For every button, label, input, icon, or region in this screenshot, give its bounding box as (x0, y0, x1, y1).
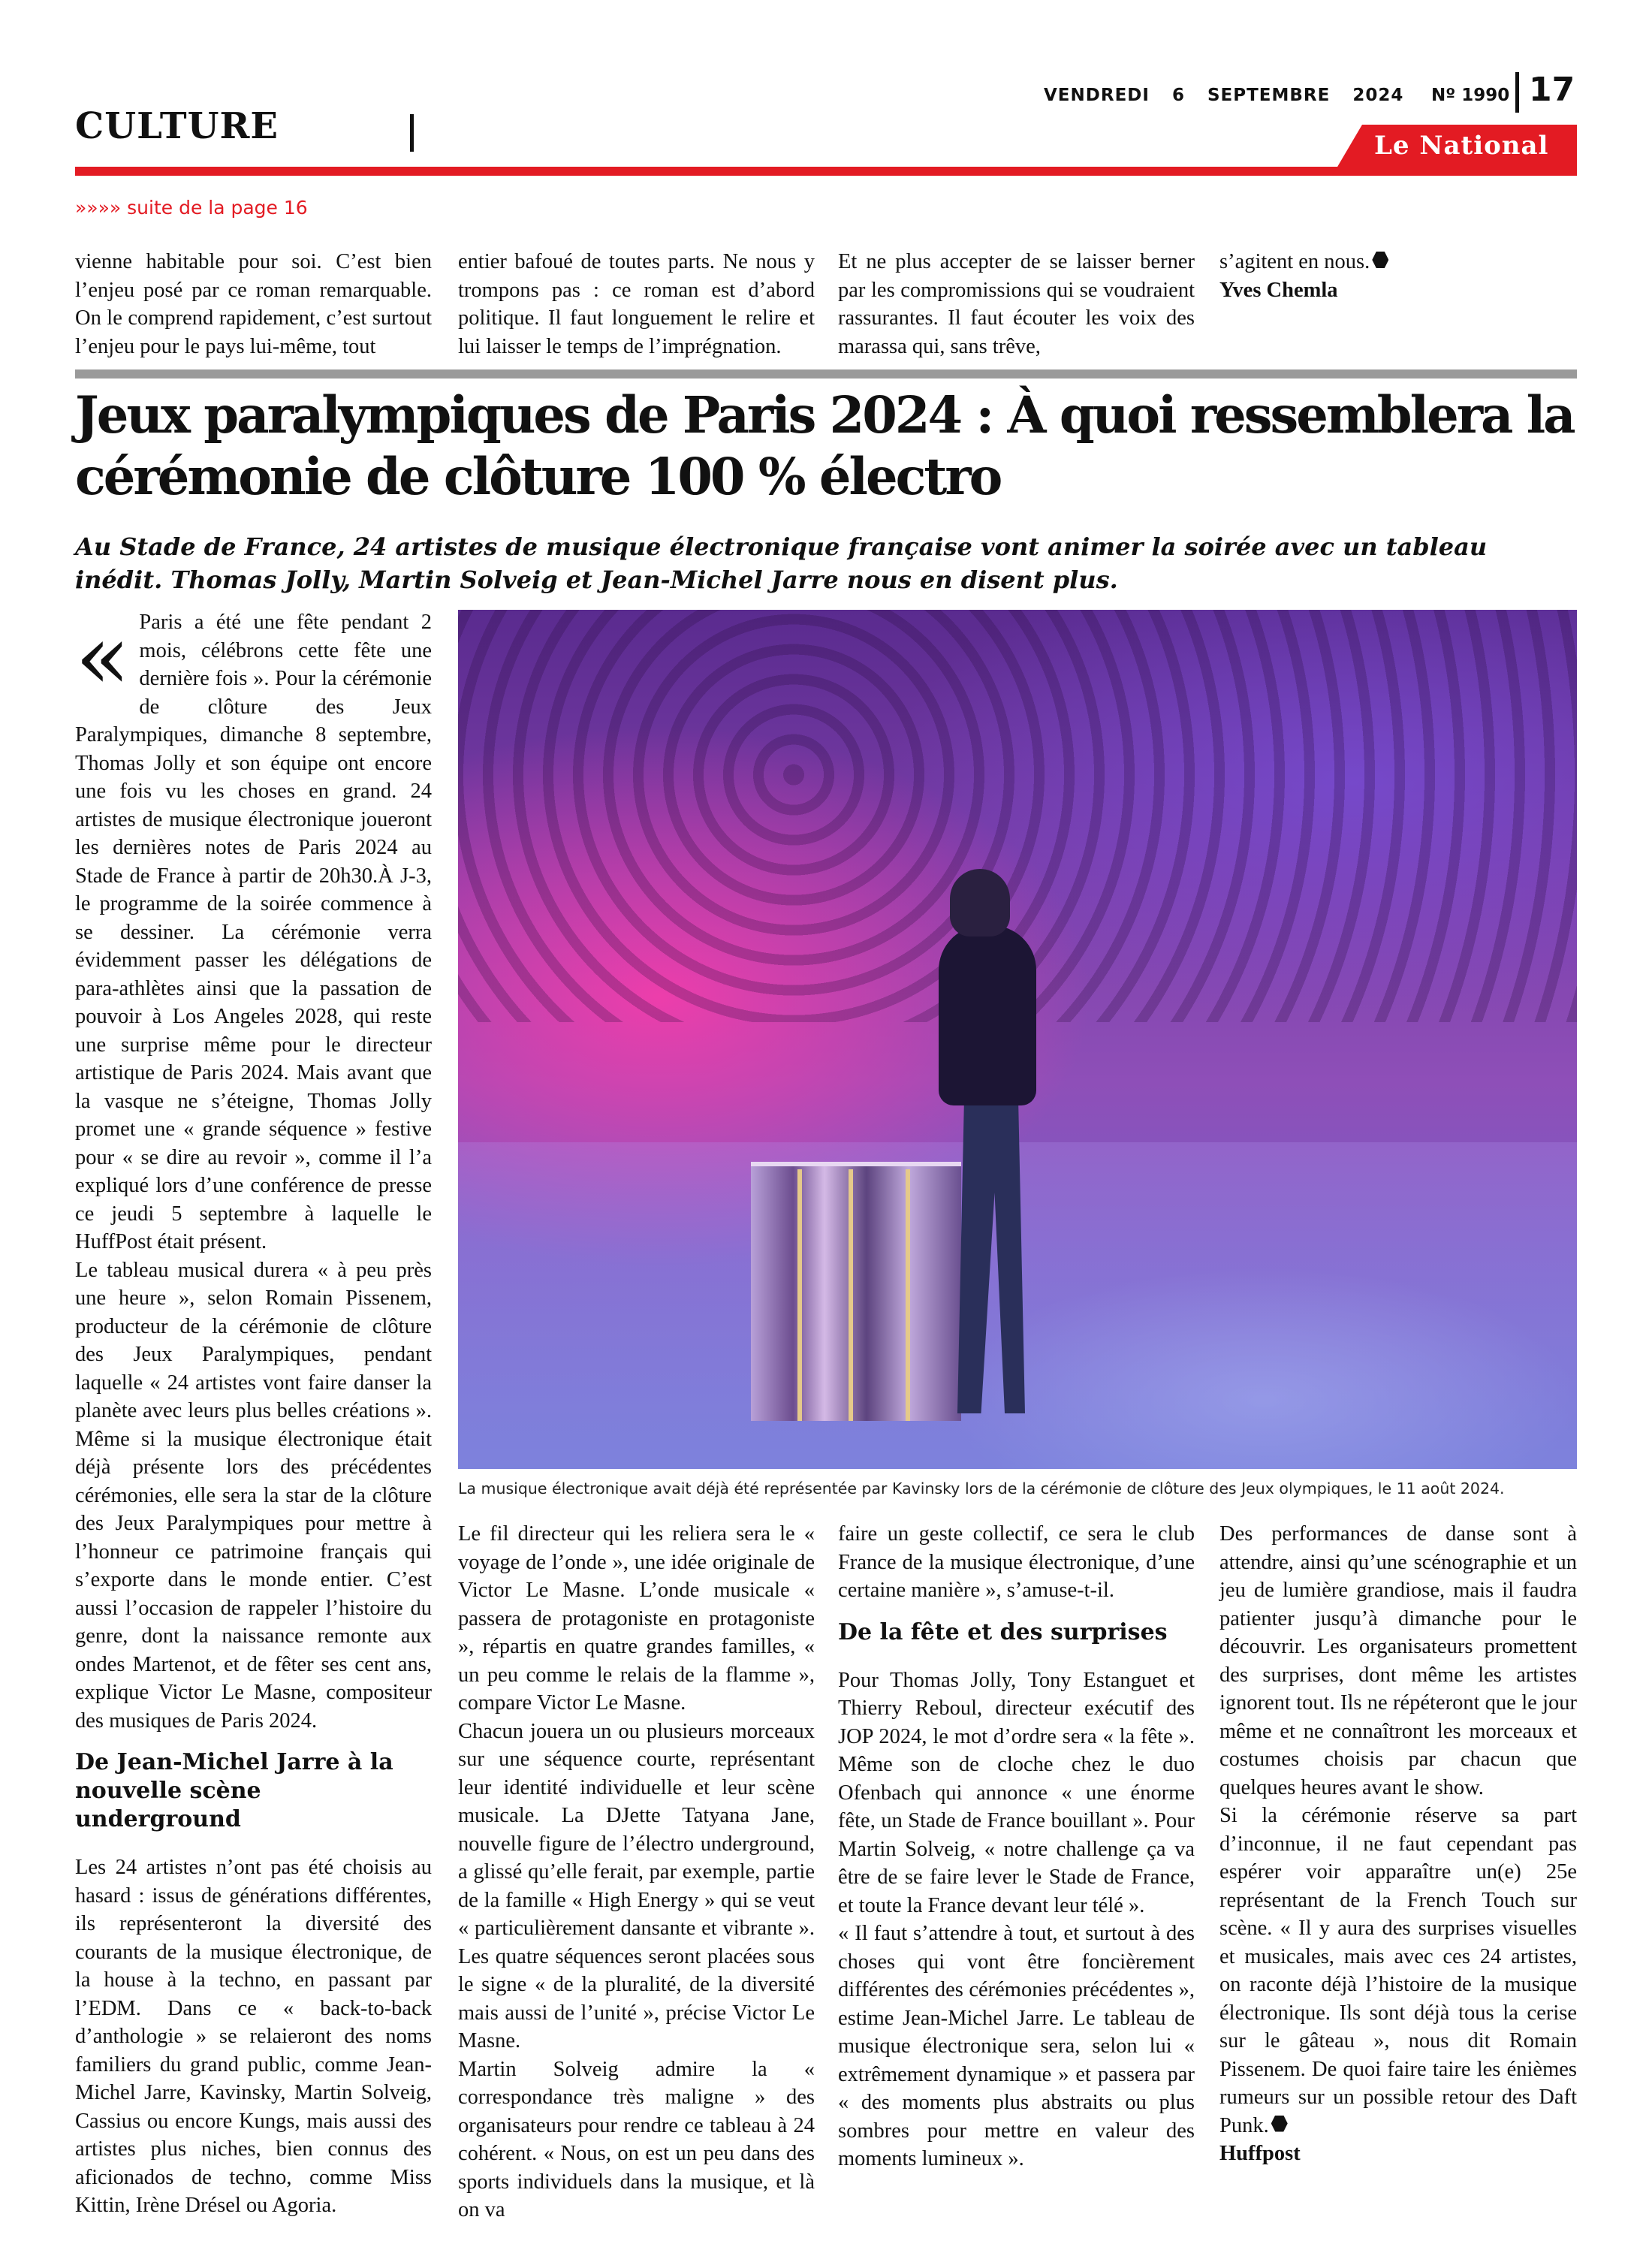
continuation-column-4 (1219, 248, 1576, 304)
paragraph: Chacun jouera un ou plusieurs morceaux sur une séquence courte, représentant leur identité individuelle et leur scène musicale. La DJette Tatyana Jane, nouvelle figure de l’électro underground, a glissé qu’elle ferait, par exemple, partie de la famille « High Energy » qui se veut « particulièrement dansante et vibrante ». Les quatre séquences seront placées sous le signe « de la pluralité, de la diversité mais aussi de l’unité », précise Victor Le Masne. (458, 1719, 815, 2052)
paragraph: Paris a été une fête pendant 2 mois, célébrons cette fête une dernière fois ». Pour la cérémonie de clôture des Jeux Paralympiques, dimanche 8 septembre, Thomas Jolly et son équipe ont encore une fois vu les choses en grand. 24 artistes de musique électronique joueront les dernières notes de Paris 2024 au Stade de France à partir de 20h30.À J-3, le programme de la soirée commence à se dessiner. La cérémonie verra évidemment passer les délégations de para-athlètes ainsi que la passation de pouvoir à Los Angeles 2028, qui reste une surprise même pour le directeur artistique de Paris 2024. Mais avant que la vasque ne s’éteigne, Thomas Jolly promet une « grande séquence » festive pour « se dire au revoir », comme il l’a expliqué lors d’une conférence de presse ce jeudi 5 septembre à laquelle le HuffPost était présent. (75, 611, 432, 1253)
paragraph-text: s’agitent en nous. (1219, 250, 1370, 273)
section-separator (410, 114, 414, 152)
opening-quote: « (75, 605, 131, 710)
photo-caption: La musique électronique avait déjà été représentée par Kavinsky lors de la cérémonie de clôture des Jeux olympiques, le 11 août 2024. (458, 1479, 1505, 1497)
paragraph: Le fil directeur qui les reliera sera le « voyage de l’onde », une idée originale de Victor Le Masne. L’onde musicale « passera de protagoniste en protagoniste », répartis en quatre grandes familles, « un peu comme le relais de la flamme », compare Victor Le Masne. (458, 1522, 815, 1715)
continuation-column-1 (75, 248, 432, 360)
article-headline: Jeux paralympiques de Paris 2024 : À quoi ressemblera la cérémonie de clôture 100 % électro (75, 385, 1574, 506)
date-month: SEPTEMBRE (1207, 86, 1331, 105)
booth-stripe (906, 1169, 910, 1421)
date-day: VENDREDI (1044, 86, 1150, 105)
article-standfirst: Au Stade de France, 24 artistes de musique électronique française vont animer la soirée avec un tableau inédit. Thomas Jolly, Martin Solveig et Jean-Michel Jarre nous en disent plus. (75, 532, 1488, 594)
continuation-column-2 (458, 248, 815, 360)
continuation-column-3 (838, 248, 1195, 360)
masthead-title: Le National (1374, 131, 1549, 161)
paragraph: entier bafoué de toutes parts. Ne nous y trompons pas : ce roman est d’abord politique. Il faut longuement le relire et lui laisser le temps de l’imprégnation. (458, 250, 815, 358)
date-number: 6 (1171, 86, 1185, 105)
subheading: De Jean-Michel Jarre à la nouvelle scène underground (75, 1749, 393, 1832)
date-year: 2024 (1352, 86, 1404, 105)
article-divider (75, 369, 1577, 379)
author-signature: Yves Chemla (1219, 278, 1338, 302)
dj-figure (939, 925, 1036, 1105)
paragraph: Les 24 artistes n’ont pas été choisis au hasard : issus de générations différentes, ils représenteront la diversité des courants de la musique électronique, de la house à la techno, en passant par l’EDM. Dans ce « back-to-back d’anthologie » se relaieront des noms familiers du grand public, comme Jean-Michel Jarre, Kavinsky, Martin Solveig, Cassius ou encore Kungs, mais aussi des artistes plus niches, bien connus des aficionados de techno, comme Miss Kittin, Irène Drésel ou Agoria. (75, 1856, 432, 2217)
issue-number: Nº 1990 (1431, 86, 1510, 105)
end-mark-icon (1271, 2116, 1288, 2132)
dj-head (950, 869, 1010, 936)
paragraph: « Il faut s’attendre à tout, et surtout à des choses qui vont être foncièrement différentes des cérémonies précédentes », estime Jean-Michel Jarre. Le tableau de musique électronique sera, selon lui « extrêmement dynamique » et passera par « des moments plus abstraits ou plus sombres pour mettre en valeur des moments lumineux ». (838, 1922, 1195, 2170)
paragraph: Le tableau musical durera « à peu près une heure », selon Romain Pissenem, producteur de la cérémonie de clôture des Jeux Paralympiques, pendant laquelle « 24 artistes vont faire danser la planète avec leurs plus belles créations ». Même si la musique électronique était déjà présente lors des précédentes cérémonies, elle sera la star de la clôture des Jeux Paralympiques pour mettre à l’honneur ce patrimoine français qui s’exporte dans le monde entier. C’est aussi l’occasion de rappeler l’histoire du genre, dont la naissance remonte aux ondes Martenot, et de fêter ses cent ans, explique Victor Le Masne, compositeur des musiques de Paris 2024. (75, 1258, 432, 1733)
continuation-link[interactable]: »»»» suite de la page 16 (75, 197, 308, 219)
dj-booth (751, 1162, 961, 1421)
article-column-4 (1219, 1520, 1577, 2168)
paragraph: Des performances de danse sont à attendre, ainsi qu’une scénographie et un jeu de lumière grandiose, mais il faudra patienter jusqu’à dimanche pour le découvrir. Les organisateurs promettent des surprises, dont même les artistes ignorent tout. Ils ne répéteront que le jour même et ne connaîtront les morceaux et costumes choisis par chacun que quelques heures avant le show. (1219, 1522, 1577, 1799)
booth-stripe (849, 1169, 853, 1421)
paragraph: Martin Solveig admire la « correspondance très maligne » des organisateurs pour rendre ce tableau à 24 cohérent. « Nous, on est un peu dans des sports individuels dans la musique, et là on va (458, 2057, 815, 2221)
end-mark-icon (1372, 252, 1388, 268)
section-label: CULTURE (75, 105, 279, 147)
article-column-3 (838, 1520, 1195, 2173)
page-separator (1515, 72, 1519, 113)
booth-stripe (797, 1169, 802, 1421)
paragraph: faire un geste collectif, ce sera le club France de la musique électronique, d’une certaine manière », s’amuse-t-il. (838, 1522, 1195, 1602)
page-number: 17 (1529, 71, 1575, 109)
paragraph (1219, 1802, 1577, 2140)
paragraph: vienne habitable pour soi. C’est bien l’enjeu posé par ce roman remarquable. On le comprend rapidement, c’est surtout l’enjeu pour le pays lui-même, tout (75, 250, 432, 358)
date-line (1044, 86, 1426, 105)
article-column-1 (75, 605, 432, 2220)
author-signature: Huffpost (1219, 2142, 1301, 2165)
paragraph: Et ne plus accepter de se laisser berner par les compromissions qui se voudraient rassurantes. Il faut écouter les voix des marassa qui, sans trêve, (838, 250, 1195, 358)
paragraph (1219, 248, 1576, 276)
article-photo (458, 610, 1577, 1469)
subheading: De la fête et des surprises (838, 1618, 1168, 1645)
paragraph-text: Si la cérémonie réserve sa part d’inconnue, il ne faut cependant pas espérer voir apparaître un(e) 25e représentant de la French Touch sur scène. « Il y aura des surprises visuelles et musicales, mais avec ces 24 artistes, on raconte déjà l’histoire de la musique électronique. Ils sont déjà tous la cerise sur le gâteau », nous dit Romain Pissenem. De quoi faire taire les énièmes rumeurs sur un possible retour des Daft Punk. (1219, 1804, 1577, 2137)
paragraph: Pour Thomas Jolly, Tony Estanguet et Thierry Reboul, directeur exécutif des JOP 2024, le mot d’ordre sera « la fête ». Même son de cloche chez le duo Ofenbach qui annonce « une énorme fête, un Stade de France bouillant ». Pour Martin Solveig, « notre challenge ça va être de se faire lever le Stade de France, et toute la France devant leur télé ». (838, 1668, 1195, 1917)
article-column-2 (458, 1520, 815, 2224)
